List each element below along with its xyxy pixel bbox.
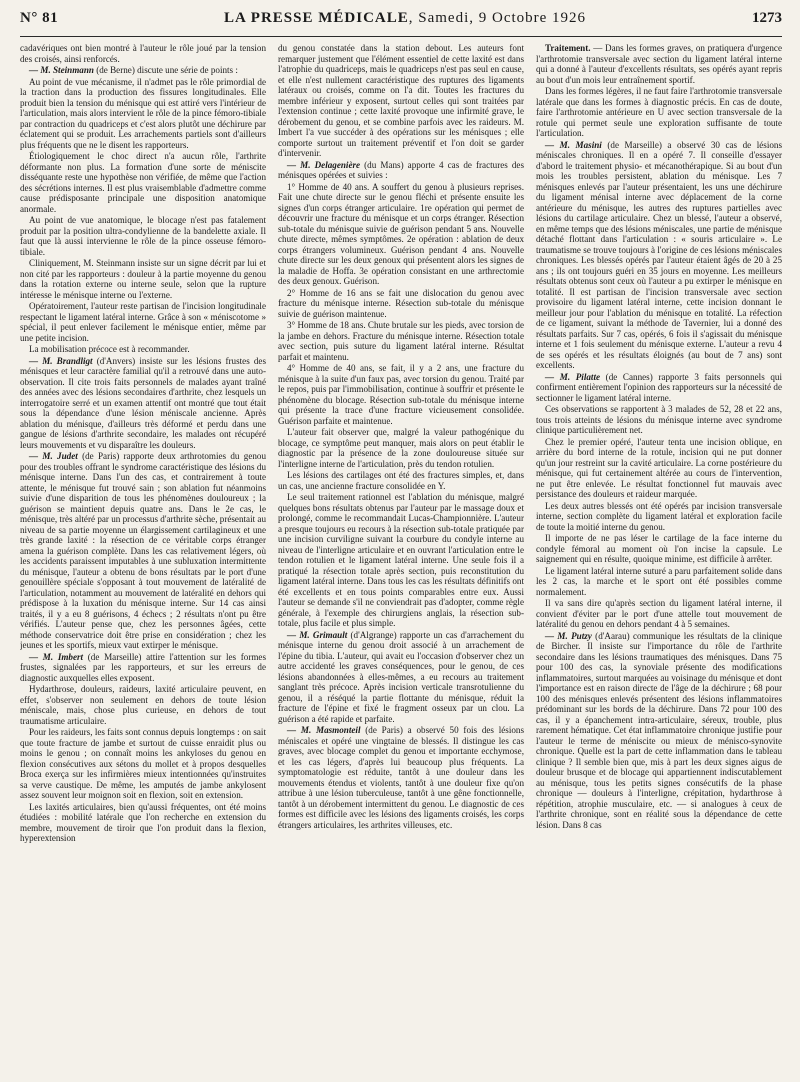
paragraph bbox=[20, 151, 266, 214]
paragraph bbox=[278, 320, 524, 362]
paragraph-text: Chez le premier opéré, l'auteur tenta une incision oblique, en arrière du bord interne de la rotule, incision qui ne put donner qu'un jour restreint sur la cavité articulaire. La corne postérieure du ménisque, qui fut certainement altérée au cours de l'intervention, ne put être enlevée. Le résultat fonctionnel fut mauvais avec persistance des douleurs et raideur marquée. bbox=[536, 436, 782, 499]
speaker-name: — M. Putzy bbox=[545, 630, 592, 641]
paragraph bbox=[536, 372, 782, 404]
paragraph-text: Ces observations se rapportent à 3 malades de 52, 28 et 22 ans, tous trois atteints de lésions du ménisque interne avec syndrome clinique particulièrement net. bbox=[536, 404, 782, 435]
speaker-name: — M. Pilatte bbox=[545, 371, 601, 382]
paragraph bbox=[20, 684, 266, 726]
paragraph bbox=[278, 470, 524, 491]
paragraph-text: cadavériques ont bien montré à l'auteur le rôle joué par la tension des croisés, ainsi renforcés. bbox=[20, 43, 266, 64]
paragraph-text: L'auteur fait observer que, malgré la valeur pathogénique du blocage, ce symptôme peut manquer, mais alors on peut établir le diagnostic par la présence de la zone douloureuse située sur l'interligne interne de l'articulation, près du tendon rotulien. bbox=[278, 427, 524, 469]
issue-date: , Samedi, 9 Octobre 1926 bbox=[408, 9, 587, 26]
paragraph-text: du genou constatée dans la station debout. Les auteurs font remarquer justement que l'élément essentiel de cette laxité est dans l'atrophie du quadriceps, mais le quadriceps n'est pas seul en cause, et elle n'est nullement caractéristique des ruptures des ligaments latéraux ou croisés, comme on l'a dit. Toutes les fractures du membre inférieur y exposent, surtout celles qui sont traitées par l'extension continue ; cette laxité provoque une infirmité grave, le dérobement du genou, et se combine parfois avec les raideurs. M. Imbert l'a vue succéder à des opérations sur les ménisques ; elle comporte surtout un traitement préventif et l'on doit se garder d'intervenir. bbox=[278, 43, 524, 158]
paragraph-text: Il va sans dire qu'après section du ligament latéral interne, il convient d'éviter par le port d'une attelle tout mouvement de latéralité du genou en dehors pendant 4 à 5 semaines. bbox=[536, 598, 782, 629]
paragraph-text: Pour les raideurs, les faits sont connus depuis longtemps : on sait que toute fracture de jambe et surtout de cuisse enraidit plus ou moins le genou ; on connaît moins les ankyloses du genou en flexion consécutives aux sétons du mollet et à propos desquelles Broca exerça sur les infirmières mieux intentionnées qu'instruites sa verve caustique. De même, les amputés de jambe ankylosent assez souvent leur moignon soit en flexion, soit en extension. bbox=[20, 727, 266, 800]
paragraph-text: (du Mans) apporte 4 cas de fractures des ménisques opérées et suivies : bbox=[278, 159, 524, 180]
paragraph bbox=[20, 215, 266, 257]
speaker-name: — M. Steinmann bbox=[29, 65, 94, 75]
paragraph-text: — Dans les formes graves, on pratiquera d'urgence l'arthrotomie transversale avec section du ligament latéral interne qui a donné à l'auteur d'excellents résultats, ses opérés ayant repris au bout d'un mois leur entraînement sportif. bbox=[536, 43, 782, 85]
paragraph-text: Il importe de ne pas léser le cartilage de la face interne du condyle fémoral au moment où l'on incise la capsule. Le saignement qui en résulte, quoique minime, est difficile à arrêter. bbox=[536, 533, 782, 564]
speaker-name: — M. Imbert bbox=[29, 651, 84, 662]
paragraph bbox=[278, 160, 524, 181]
paragraph-text: (de Marseille) attire l'attention sur les formes frustes, signalées par les rapporteurs, et sur les erreurs de diagnostic auxquelles elles exposent. bbox=[20, 651, 266, 683]
paragraph-text: (d'Algrange) rapporte un cas d'arrachement du ménisque interne du genou droit associé à un arrachement de l'épine du tibia. L'auteur, qui avait eu l'occasion d'observer chez un autre accidenté les graves conséquences, pour le genou, de ces lésions abandonnées à elles-mêmes, a eu recours au traitement sanglant très précoce. Après incision verticale transrotulienne du genou, il a réséqué la partie flottante du ménisque, réduit la fracture de l'épine et fixé le fragment osseux par un clou. La guérison a été rapide et parfaite. bbox=[278, 629, 524, 724]
paragraph-text: Les deux autres blessés ont été opérés par incision transversale interne, section complète du ligament latéral et exploration facile de toute la moitié interne du genou. bbox=[536, 500, 782, 532]
section-heading: Traitement. bbox=[545, 43, 591, 53]
paragraph bbox=[20, 727, 266, 801]
paragraph-text: Dans les formes légères, il ne faut faire l'arthrotomie transversale latérale que dans les formes à diagnostic précis. En cas de doute, faire l'arthrotomie antérieure en U avec section transversale de la rotule qui permet seule une exploration suffisante de toute l'articulation. bbox=[536, 86, 782, 138]
speaker-name: — M. Brandligt bbox=[29, 355, 93, 366]
paragraph-text: Au point de vue anatomique, le blocage n'est pas fatalement produit par la position ultra-condylienne de la bandelette axiale. Il faut que là aussi intervienne le rôle de la pince osseuse fémoro-tibiale. bbox=[20, 215, 266, 257]
paragraph-text: Étiologiquement le choc direct n'a aucun rôle, l'arthrite déformante non plus. La formation d'une sorte de méniscite disséquante reste une hypothèse non vérifiée, de même que l'action des sécrétions internes. Il est plus vraisemblable d'admettre comme cause prédisposante principale une disposition anatomique anormale. bbox=[20, 151, 266, 214]
paragraph bbox=[536, 404, 782, 436]
paragraph-text: 3° Homme de 18 ans. Chute brutale sur les pieds, avec torsion de la jambe en dehors. Fracture du ménisque interne. Résection totale avec section, puis suture du ligament latéral interne. Résultat parfait et maintenu. bbox=[278, 320, 524, 362]
paragraph bbox=[536, 501, 782, 533]
journal-title bbox=[224, 10, 586, 27]
journal-name: LA PRESSE MÉDICALE bbox=[224, 9, 409, 26]
paragraph-text: Le seul traitement rationnel est l'ablation du ménisque, malgré quelques bons résultats obtenus par l'auteur par le massage doux et prolongé, comme le recommandait Lucas-Championnière. L'auteur a presque toujours eu recours à la résection sub-totale pratiquée par une incision curviligne suivant la courbure du condyle interne au niveau de l'interligne articulaire et en ouvrant l'articulation entre le tendon rotulien et le ligament latéral interne. Une seule fois il a pratiqué la résection totale après section, puis reconstitution du ligament latéral interne. Dans tous les cas les résultats définitifs ont été excellents et en tous points comparables entre eux. Aussi l'auteur se demande s'il ne conviendrait pas d'adopter, comme règle générale, à l'exemple des chirurgiens anglais, la résection sub-totale, plus facile et plus simple. bbox=[278, 492, 524, 628]
column-2 bbox=[278, 43, 524, 1073]
paragraph bbox=[20, 43, 266, 64]
paragraph bbox=[536, 140, 782, 371]
paragraph bbox=[20, 301, 266, 343]
paragraph bbox=[278, 492, 524, 629]
paragraph bbox=[536, 598, 782, 630]
paragraph-text: Opératoirement, l'auteur reste partisan de l'incision longitudinale respectant le ligament latéral interne. Grâce à son « méniscotome » spécial, il peut enlever facilement le ménisque entier, même par une petite incision. bbox=[20, 301, 266, 343]
speaker-name: — M. Judet bbox=[29, 451, 78, 461]
paragraph-text: (d'Anvers) insiste sur les lésions frustes des ménisques et leur caractère familial qu'il a retrouvé dans une auto-observation. Il cite trois faits personnels de malades ayant traîné des années avec des lésions secondaires d'arthrite, chez lesquels un interrogatoire serré et un examen attentif ont montré que tout était sous la dépendance d'une lésion méniscale ancienne. Après ablation du ménisque, d'ailleurs très déformé et perdu dans une gangue de lésions d'arthrite secondaire, les malades ont récupéré leurs mouvements et vu disparaître les douleurs. bbox=[20, 355, 266, 450]
paragraph-text: 4° Homme de 40 ans, se fait, il y a 2 ans, une fracture du ménisque à la suite d'un faux pas, avec torsion du genou. Traité par le repos, puis par l'immobilisation, continue à souffrir et présente le phénomène du blocage. Résection sub-totale du ménisque interne qui présente la trace d'une fracture vicieusement consolidée. Guérison parfaite et maintenue. bbox=[278, 363, 524, 426]
paragraph bbox=[278, 288, 524, 320]
paragraph bbox=[20, 451, 266, 651]
paragraph-text: (de Marseille) a observé 30 cas de lésions méniscales chroniques. Il en a opéré 7. Il conseille d'essayer d'abord le traitement physio- et mécanothérapique. Si au bout d'un mois les troubles persistent, ablation du ménisque. Les 7 ménisques enlevés par l'auteur présentaient, les uns une déchirure du ligament ménisal interne avec déplacement de la corne antérieure du ménisque, les autres des ruptures partielles avec lésions du cartilage articulaire. Chez un blessé, l'auteur a observé, en même temps que des lésions méniscales, une partie de ménisque détaché flottant dans l'articulation : « souris articulaire ». Le traumatisme se trouve toujours à l'origine de ces lésions méniscales chroniques. Les blessés opérés par l'auteur étaient âgés de 20 à 25 ans ; ils ont toujours guéri en 35 jours en moyenne. Les meilleurs résultats obtenus sont ceux où l'auteur a pu extirper le ménisque en totalité. Il est partisan de l'incision transversale avec section provisoire du ligament latéral interne, cette incision donnant le meilleur jour pour l'ablation du ménisque en totalité. La réfection de ce ligament, suivant la méthode de Tavernier, lui a donné des résultats parfaits. Sur 7 cas, opérés, 6 fois il s'agissait du ménisque interne et 1 fois seulement du ménisque externe. L'auteur a revu 4 de ses opérés et les résultats éloignés (au bout de 7 ans) sont excellents. bbox=[536, 139, 782, 370]
paragraph bbox=[278, 182, 524, 287]
paragraph-text: Le ligament latéral interne suturé a paru parfaitement solide dans les 2 cas, la marche et le sport ont été possibles comme normalement. bbox=[536, 565, 782, 597]
paragraph-text: Les laxités articulaires, bien qu'aussi fréquentes, ont été moins étudiées : mobilité latérale que l'on recherche en extension du membre, mouvement de tiroir que l'on produit dans la flexion, hyperextension bbox=[20, 801, 266, 843]
paragraph bbox=[20, 65, 266, 76]
paragraph-text: Au point de vue mécanisme, il n'admet pas le rôle primordial de la traction dans la production des fissures longitudinales. Elle produit bien la tension du ménisque qui est attiré vers l'intérieur de l'articulation, mais alors intervient le rôle de la pince fémoro-tibiale par contraction du quadriceps et c'est alors plutôt une déchirure par éclatement qui se produit. Les arrachements partiels sont d'ailleurs plus fréquents que ne le disent les rapporteurs. bbox=[20, 76, 266, 150]
paragraph bbox=[20, 356, 266, 451]
paragraph bbox=[20, 802, 266, 844]
paragraph-text: Cliniquement, M. Steinmann insiste sur un signe décrit par lui et non cité par les rapporteurs : douleur à la partie moyenne du genou dans la rotation externe ou interne seule, selon que la rupture intéresse le ménisque interne ou l'externe. bbox=[20, 258, 266, 300]
column-1 bbox=[20, 43, 266, 1073]
paragraph-text: La mobilisation précoce est à recommander. bbox=[29, 344, 190, 354]
paragraph-text: (de Cannes) rapporte 3 faits personnels qui confirment entièrement l'opinion des rapporteurs sur la nécessité de sectionner le ligament latéral interne. bbox=[536, 371, 782, 403]
paragraph-text: (de Paris) a observé 50 fois des lésions méniscales et opéré une vingtaine de blessés. Il distingue les cas graves, avec blocage complet du genou et importante ecchymose, et les cas légers, d'après lui beaucoup plus fréquents. La symptomatologie est réduite, tantôt à une douleur dans les mouvements étendus et violents, tantôt à une douleur fixe qu'on attribue à une lésion tuberculeuse, tantôt à une gêne fonctionnelle, tantôt à un dérobement intermittent du genou. Le diagnostic de ces formes est difficile avec les lésions des ligaments croisés, les corps étrangers articulaires, les arthrites villeuses, etc. bbox=[278, 725, 524, 830]
column-3 bbox=[536, 43, 782, 1073]
paragraph bbox=[278, 427, 524, 469]
speaker-name: — M. Grimault bbox=[287, 629, 348, 640]
paragraph bbox=[536, 437, 782, 500]
speaker-name: — M. Masini bbox=[545, 139, 602, 150]
paragraph-text: Les lésions des cartilages ont été des fractures simples, et, dans un cas, une ancienne fracture consolidée en Y. bbox=[278, 470, 524, 491]
paragraph bbox=[536, 43, 782, 85]
article-columns bbox=[20, 43, 782, 1073]
paragraph bbox=[278, 43, 524, 159]
paragraph-text: 1° Homme de 40 ans. A souffert du genou à plusieurs reprises. Fait une chute directe sur le genou fléchi et présente ensuite les signes d'un corps étranger articulaire. 1re opération qui permet de découvrir une fracture du ménisque et un corps étranger. Résection sub-totale du ménisque suivie de guérison pendant 5 ans. Nouvelle chute directe, mêmes symptômes. 2e opération : ablation de deux corps étrangers volumineux. Guérison pendant 4 ans. Nouvelle chute directe sur les deux genoux qui présentent alors les signes de la maladie de Hoffa. 3e opération consistant en une arthrectomie des deux genoux. Guérison. bbox=[278, 181, 524, 286]
paragraph bbox=[20, 77, 266, 151]
paragraph bbox=[536, 86, 782, 139]
paragraph bbox=[536, 566, 782, 598]
speaker-name: — M. Delagenière bbox=[287, 159, 361, 170]
paragraph-text: (de Berne) discute une série de points : bbox=[93, 65, 238, 75]
paragraph bbox=[278, 630, 524, 725]
paragraph-text: Hydarthrose, douleurs, raideurs, laxité articulaire peuvent, en effet, s'observer non seulement en dehors de toute lésion méniscale, mais, chose plus curieuse, en dehors de tout traumatisme articulaire. bbox=[20, 684, 266, 726]
page-header bbox=[20, 0, 782, 37]
paragraph bbox=[536, 631, 782, 831]
paragraph bbox=[20, 258, 266, 300]
issue-number: N° 81 bbox=[20, 9, 59, 26]
paragraph bbox=[278, 725, 524, 830]
paragraph-text: 2° Homme de 16 ans se fait une dislocation du genou avec fracture du ménisque interne. Résection sub-totale du ménisque suivie de guérison maintenue. bbox=[278, 287, 524, 319]
page-number: 1273 bbox=[752, 9, 782, 26]
paragraph bbox=[536, 533, 782, 565]
speaker-name: — M. Masmonteil bbox=[287, 725, 361, 735]
paragraph-text: (d'Aarau) communique les résultats de la clinique de Bircher. Il insiste sur l'importance du rôle de l'arthrite secondaire dans les lésions traumatiques des ménisques. Dans 75 pour 100 des cas, la synoviale présente des modifications inflammatoires, surtout marquées au voisinage du ménisque et dont l'importance est en raison directe de l'âge de la déchirure ; 68 pour 100 des ménisques enlevés présentent des lésions inflammatoires prédominant sur les bords de la déchirure. Dans 72 pour 100 des cas, il y a épanchement intra-articulaire, séreux, trouble, plus rarement hématique. Cet état inflammatoire chronique justifie pour l'auteur le terme de méniscite ou mieux de ménisco-synovite chronique. Quelle est la part de cette inflammation dans le tableau clinique ? Il semble bien que, mis à part les deux signes aigus de douleur brusque et de blocage qui appartiennent indiscutablement au ménisque, tous les petits signes consécutifs de la phase chronique — douleurs à l'interligne, crépitation, hydarthrose à répétition, atrophie musculaire, etc. — si analogues à ceux de l'arthrite chronique, sont en réalité sous la dépendance de cette lésion. Dans 8 cas bbox=[536, 630, 782, 830]
paragraph bbox=[278, 363, 524, 426]
paragraph bbox=[20, 652, 266, 684]
paragraph bbox=[20, 344, 266, 355]
paragraph-text: (de Paris) rapporte deux arthrotomies du genou pour des troubles offrant le syndrome caractéristique des lésions du ménisque interne. Dans l'un des cas, et contrairement à toute attente, le ménisque fut trouvé sain ; son ablation fut néanmoins suivie d'une disparition de tous les phénomènes douloureux ; la guérison se maintient depuis quatre ans. Dans le 2e cas, le ménisque, très altéré par un processus d'arthrite sèche, présentait au niveau de sa partie moyenne un élargissement cartilagineux et une très grande laxité : la résection de ce véritable corps étranger amena la guérison complète. Dans les cas relativement légers, où les accidents paraissent imputables à une subluxation intermittente du ménisque, l'auteur a obtenu de bons résultats par le port d'une genouillère spéciale s'opposant à tout mouvement de latéralité de l'articulation, notamment au mouvement de latéralité en dehors qui prédispose à la luxation du ménisque interne. Sur 14 cas ainsi traités, il y a eu 8 guérisons, 4 échecs ; 2 résultats n'ont pu être vérifiés. L'auteur pense que, chez les personnes âgées, cette méthode conservatrice doit être prise en considération ; chez les jeunes et les sportifs, mieux vaut extirper le ménisque. bbox=[20, 451, 266, 650]
